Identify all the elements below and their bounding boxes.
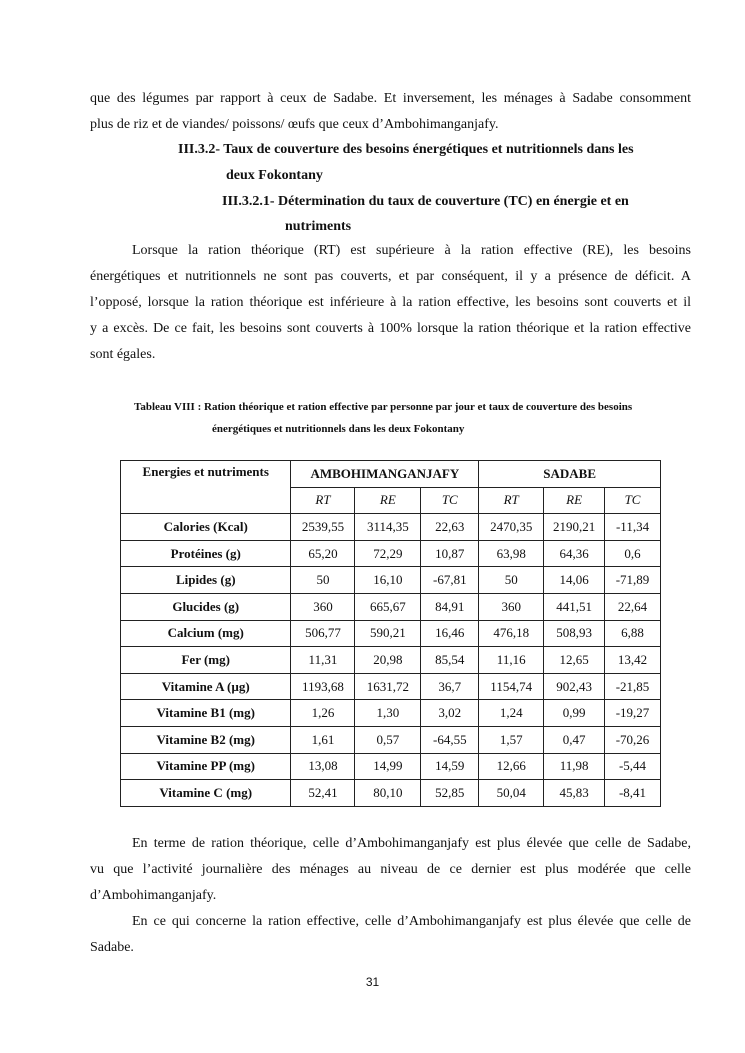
row-label: Vitamine PP (mg) bbox=[121, 753, 291, 780]
table-cell: 12,66 bbox=[479, 753, 544, 780]
table-cell: 0,47 bbox=[544, 726, 605, 753]
sub-header: RE bbox=[544, 487, 605, 514]
table-cell: 85,54 bbox=[421, 647, 479, 674]
group-header: AMBOHIMANGANJAFY bbox=[291, 461, 479, 488]
table-cell: 36,7 bbox=[421, 673, 479, 700]
sub-header: RT bbox=[479, 487, 544, 514]
paragraph-line: En ce qui concerne la ration effective, celle d’Ambohimanganjafy est plus élevée que celle de bbox=[132, 914, 691, 929]
table-cell: 1154,74 bbox=[479, 673, 544, 700]
table-cell: 52,41 bbox=[291, 780, 355, 807]
table-caption: Tableau VIII : Ration théorique et ration effective par personne par jour et taux de couverture des besoins bbox=[134, 401, 633, 413]
row-label: Lipides (g) bbox=[121, 567, 291, 594]
table-cell: 902,43 bbox=[544, 673, 605, 700]
table-cell: 1,57 bbox=[479, 726, 544, 753]
table-cell: 6,88 bbox=[605, 620, 661, 647]
table-cell: 65,20 bbox=[291, 540, 355, 567]
table-cell: 12,65 bbox=[544, 647, 605, 674]
table-cell: 665,67 bbox=[355, 593, 421, 620]
table-cell: 3,02 bbox=[421, 700, 479, 727]
table-cell: 14,06 bbox=[544, 567, 605, 594]
table-cell: 1631,72 bbox=[355, 673, 421, 700]
paragraph-line: énergétiques et nutritionnels ne sont pas couverts, et par conséquent, il y a présence de déficit. A bbox=[90, 269, 691, 284]
paragraph-line: En terme de ration théorique, celle d’Ambohimanganjafy est plus élevée que celle de Sadabe, bbox=[132, 836, 691, 851]
table-cell: 64,36 bbox=[544, 540, 605, 567]
table-cell: 16,10 bbox=[355, 567, 421, 594]
table-cell: -70,26 bbox=[605, 726, 661, 753]
row-label: Vitamine B2 (mg) bbox=[121, 726, 291, 753]
table-row bbox=[121, 673, 661, 700]
paragraph-line: y a excès. De ce fait, les besoins sont couverts à 100% lorsque la ration théorique et la ration effective bbox=[90, 321, 691, 336]
table-row bbox=[121, 620, 661, 647]
paragraph-line: Sadabe. bbox=[90, 940, 134, 955]
table-cell: 360 bbox=[291, 593, 355, 620]
table-cell: -8,41 bbox=[605, 780, 661, 807]
table-cell: 1,26 bbox=[291, 700, 355, 727]
sub-header: RT bbox=[291, 487, 355, 514]
paragraph-line: plus de riz et de viandes/ poissons/ œufs que ceux d’Ambohimanganjafy. bbox=[90, 117, 499, 132]
table-cell: 0,6 bbox=[605, 540, 661, 567]
sub-header: RE bbox=[355, 487, 421, 514]
table-cell: 13,08 bbox=[291, 753, 355, 780]
table-cell: -5,44 bbox=[605, 753, 661, 780]
table-cell: 2470,35 bbox=[479, 514, 544, 541]
row-label: Protéines (g) bbox=[121, 540, 291, 567]
table-cell: -64,55 bbox=[421, 726, 479, 753]
section-heading: III.3.2- Taux de couverture des besoins énergétiques et nutritionnels dans les bbox=[178, 142, 634, 157]
table-cell: 50 bbox=[291, 567, 355, 594]
table-cell: 72,29 bbox=[355, 540, 421, 567]
paragraph-line: d’Ambohimanganjafy. bbox=[90, 888, 217, 903]
sub-header: TC bbox=[605, 487, 661, 514]
table-cell: 45,83 bbox=[544, 780, 605, 807]
paragraph-line: Lorsque la ration théorique (RT) est supérieure à la ration effective (RE), les besoins bbox=[132, 243, 691, 258]
table-cell: 63,98 bbox=[479, 540, 544, 567]
table-cell: 360 bbox=[479, 593, 544, 620]
row-label: Vitamine C (mg) bbox=[121, 780, 291, 807]
table-cell: 22,63 bbox=[421, 514, 479, 541]
row-label: Glucides (g) bbox=[121, 593, 291, 620]
table-cell: -11,34 bbox=[605, 514, 661, 541]
paragraph-line: l’opposé, lorsque la ration théorique est inférieure à la ration effective, les besoins sont couverts et il bbox=[90, 295, 691, 310]
nutrition-table bbox=[120, 460, 661, 807]
table-cell: 50 bbox=[479, 567, 544, 594]
table-cell: 52,85 bbox=[421, 780, 479, 807]
table-cell: -71,89 bbox=[605, 567, 661, 594]
table-cell: 0,57 bbox=[355, 726, 421, 753]
section-heading: deux Fokontany bbox=[226, 168, 323, 183]
row-label: Calories (Kcal) bbox=[121, 514, 291, 541]
table-cell: 3114,35 bbox=[355, 514, 421, 541]
group-header: SADABE bbox=[479, 461, 661, 488]
table-cell: 476,18 bbox=[479, 620, 544, 647]
table-cell: 2539,55 bbox=[291, 514, 355, 541]
row-label: Vitamine A (µg) bbox=[121, 673, 291, 700]
table-cell: 14,59 bbox=[421, 753, 479, 780]
table-row bbox=[121, 647, 661, 674]
table-cell: -21,85 bbox=[605, 673, 661, 700]
table-cell: 80,10 bbox=[355, 780, 421, 807]
row-label: Vitamine B1 (mg) bbox=[121, 700, 291, 727]
table-cell: 14,99 bbox=[355, 753, 421, 780]
page-number: 31 bbox=[365, 975, 380, 989]
table-row bbox=[121, 700, 661, 727]
table-row bbox=[121, 593, 661, 620]
table-cell: 441,51 bbox=[544, 593, 605, 620]
table-cell: 1,30 bbox=[355, 700, 421, 727]
table-cell: 84,91 bbox=[421, 593, 479, 620]
table-row bbox=[121, 567, 661, 594]
table-caption: énergétiques et nutritionnels dans les deux Fokontany bbox=[212, 423, 465, 435]
table-cell: 50,04 bbox=[479, 780, 544, 807]
table-cell: 590,21 bbox=[355, 620, 421, 647]
column-header: Energies et nutriments bbox=[121, 461, 291, 514]
table-cell: 16,46 bbox=[421, 620, 479, 647]
table-cell: 11,98 bbox=[544, 753, 605, 780]
subsection-heading: nutriments bbox=[285, 219, 352, 234]
table-row bbox=[121, 726, 661, 753]
table-cell: 2190,21 bbox=[544, 514, 605, 541]
table-cell: 22,64 bbox=[605, 593, 661, 620]
paragraph-line: que des légumes par rapport à ceux de Sadabe. Et inversement, les ménages à Sadabe consomment bbox=[90, 91, 691, 106]
table-cell: 0,99 bbox=[544, 700, 605, 727]
table-row bbox=[121, 753, 661, 780]
table-cell: 1,61 bbox=[291, 726, 355, 753]
paragraph-line: sont égales. bbox=[90, 347, 156, 362]
table-cell: 20,98 bbox=[355, 647, 421, 674]
table-row bbox=[121, 780, 661, 807]
table-row bbox=[121, 540, 661, 567]
table-cell: 11,31 bbox=[291, 647, 355, 674]
table-cell: 508,93 bbox=[544, 620, 605, 647]
table-cell: 11,16 bbox=[479, 647, 544, 674]
table-cell: 1193,68 bbox=[291, 673, 355, 700]
table-cell: 506,77 bbox=[291, 620, 355, 647]
subsection-heading: III.3.2.1- Détermination du taux de couverture (TC) en énergie et en bbox=[222, 194, 629, 209]
row-label: Fer (mg) bbox=[121, 647, 291, 674]
table-cell: 10,87 bbox=[421, 540, 479, 567]
sub-header: TC bbox=[421, 487, 479, 514]
table-row bbox=[121, 514, 661, 541]
table-cell: -67,81 bbox=[421, 567, 479, 594]
table-cell: -19,27 bbox=[605, 700, 661, 727]
paragraph-line: vu que l’activité journalière des ménages au niveau de ce dernier est plus modérée que celle bbox=[90, 862, 691, 877]
row-label: Calcium (mg) bbox=[121, 620, 291, 647]
table-cell: 1,24 bbox=[479, 700, 544, 727]
table-cell: 13,42 bbox=[605, 647, 661, 674]
table-body bbox=[121, 514, 661, 807]
